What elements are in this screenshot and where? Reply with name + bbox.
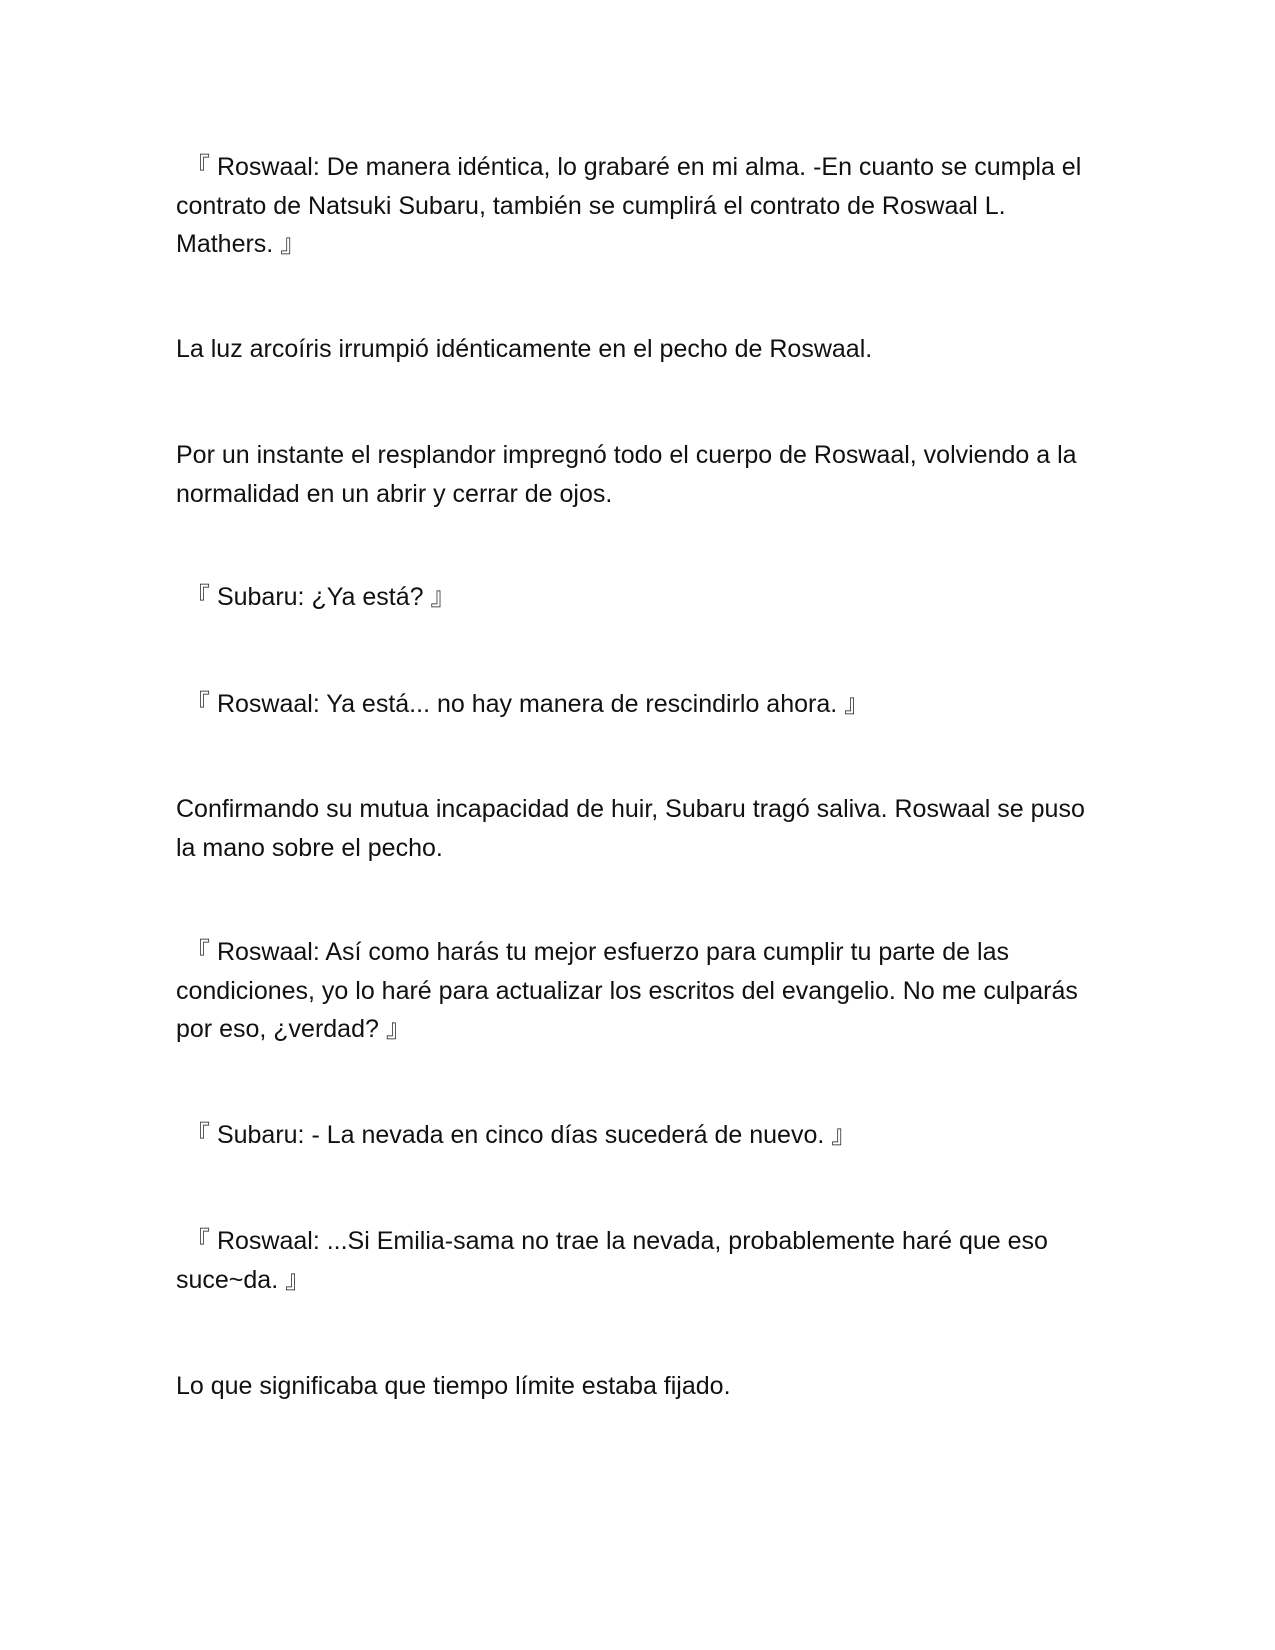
paragraph-roswaal-gospel: 『 Roswaal: Así como harás tu mejor esfuerzo para cumplir tu parte de las condiciones, yo lo haré para actualizar los escritos del evangelio. No me culparás por eso, ¿verdad? 』 bbox=[176, 938, 1078, 1043]
paragraph-glow-body: Por un instante el resplandor impregnó todo el cuerpo de Roswaal, volviendo a la normalidad en un abrir y cerrar de ojos. bbox=[176, 441, 1077, 508]
paragraph-subaru-snowfall: 『 Subaru: - La nevada en cinco días sucederá de nuevo. 』 bbox=[185, 1121, 857, 1149]
paragraph-subaru-done: 『 Subaru: ¿Ya está? 』 bbox=[185, 583, 456, 611]
paragraph-rainbow-light: La luz arcoíris irrumpió idénticamente en el pecho de Roswaal. bbox=[176, 335, 873, 363]
paragraph-time-limit: Lo que significaba que tiempo límite estaba fijado. bbox=[176, 1372, 731, 1400]
paragraph-roswaal-contract: 『 Roswaal: De manera idéntica, lo grabaré en mi alma. -En cuanto se cumpla el contrato de Natsuki Subaru, también se cumplirá el contrato de Roswaal L. Mathers. 』 bbox=[176, 153, 1082, 258]
paragraph-roswaal-emilia: 『 Roswaal: ...Si Emilia-sama no trae la nevada, probablemente haré que eso suce~da. 』 bbox=[176, 1227, 1048, 1294]
paragraph-roswaal-no-rescind: 『 Roswaal: Ya está... no hay manera de rescindirlo ahora. 』 bbox=[185, 690, 870, 718]
paragraph-confirming: Confirmando su mutua incapacidad de huir, Subaru tragó saliva. Roswaal se puso la mano sobre el pecho. bbox=[176, 795, 1085, 862]
